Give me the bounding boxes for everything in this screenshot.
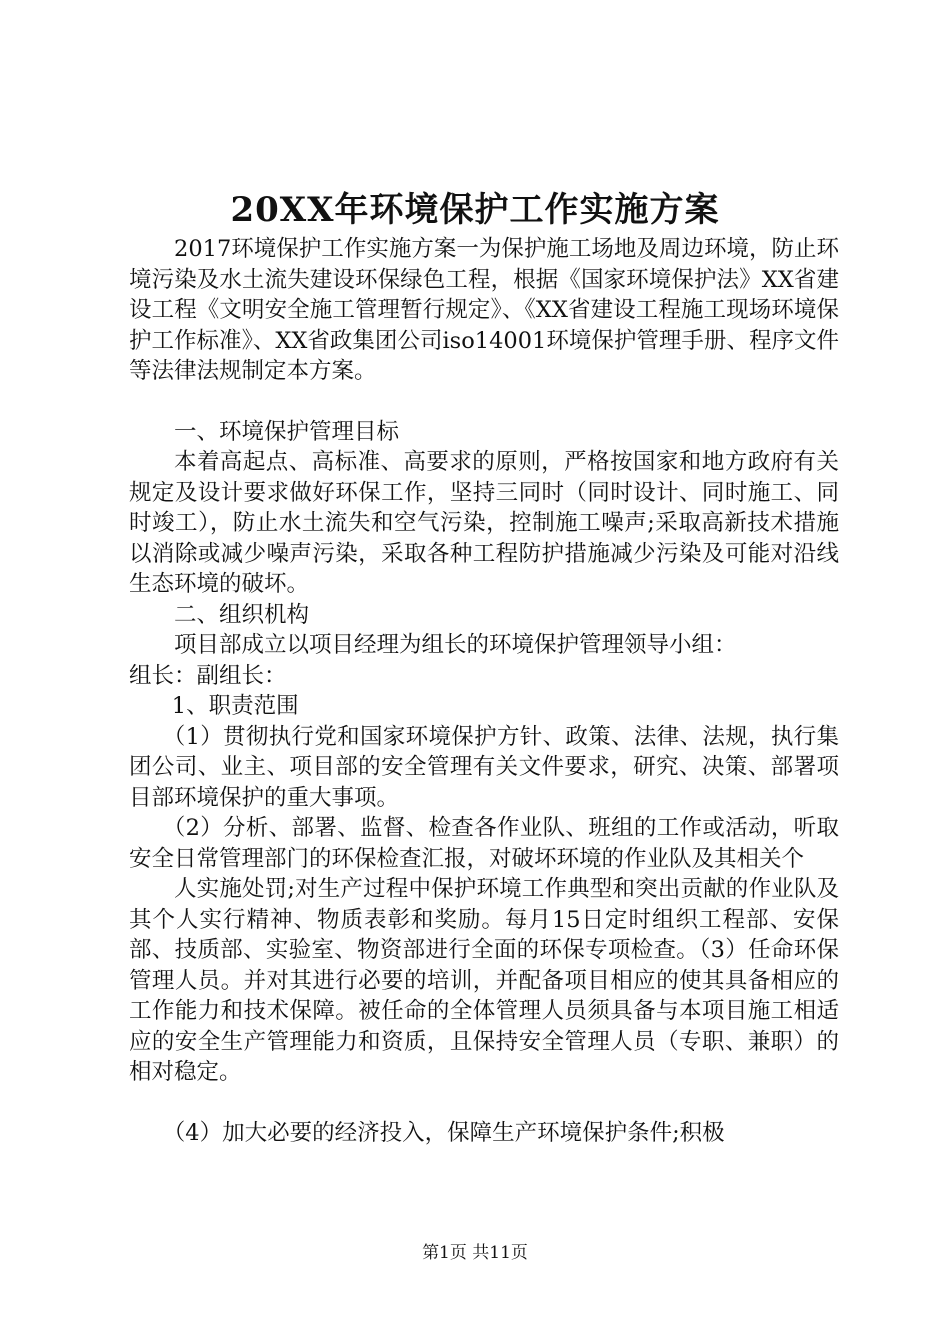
paragraph-gap [129, 387, 839, 417]
page-number-footer: 第1页 共11页 [422, 1243, 528, 1263]
paragraph-organization: 项目部成立以项目经理为组长的环境保护管理领导小组： [174, 632, 737, 658]
heading-responsibilities: 1、职责范围 [171, 693, 299, 719]
paragraph-intro: 2017环境保护工作实施方案一为保护施工场地及周边环境，防止环境污染及水土流失建设环保绿色工程，根据《国家环境保护法》XX省建设工程《文明安全施工管理暂行规定》、《XX省建设工程施工现场环境保护工作标准》、XX省政集团公司iso14001环境保护管理手册、程序文件等法律法规制定本方案。 [129, 236, 839, 384]
paragraph-item-1: （1）贯彻执行党和国家环境保护方针、政策、法律、法规，执行集团公司、业主、项目部的安全管理有关文件要求，研究、决策、部署项目部环境保护的重大事项。 [129, 723, 839, 811]
paragraph-item-4: （4）加大必要的经济投入，保障生产环境保护条件;积极 [162, 1119, 725, 1146]
heading-section-1: 一、环境保护管理目标 [174, 418, 400, 445]
document-title: 20XX年环境保护工作实施方案 [230, 190, 720, 230]
heading-section-2: 二、组织机构 [174, 601, 310, 628]
document-body [129, 234, 839, 1148]
paragraph-leaders: 组长：副组长： [129, 662, 287, 689]
paragraph-goals: 本着高起点、高标准、高要求的原则，严格按国家和地方政府有关规定及设计要求做好环保工作，坚持三同时（同时设计、同时施工、同时竣工），防止水土流失和空气污染，控制施工噪声;采取高新技术措施以消除或减少噪声污染，采取各种工程防护措施减少污染及可能对沿线生态环境的破坏。 [129, 449, 839, 597]
paragraph-gap [129, 1088, 839, 1118]
paragraph-item-2: （2）分析、部署、监督、检查各作业队、班组的工作或活动，听取安全日常管理部门的环保检查汇报，对破坏环境的作业队及其相关个 [129, 815, 839, 872]
paragraph-item-2-continued: 人实施处罚;对生产过程中保护环境工作典型和突出贡献的作业队及其个人实行精神、物质表彰和奖励。每月15日定时组织工程部、安保部、技质部、实验室、物资部进行全面的环保专项检查。（3）任命环保管理人员。并对其进行必要的培训，并配备项目相应的使其具备相应的工作能力和技术保障。被任命的全体管理人员须具备与本项目施工相适应的安全生产管理能力和资质，且保持安全管理人员（专职、兼职）的相对稳定。 [129, 876, 839, 1085]
